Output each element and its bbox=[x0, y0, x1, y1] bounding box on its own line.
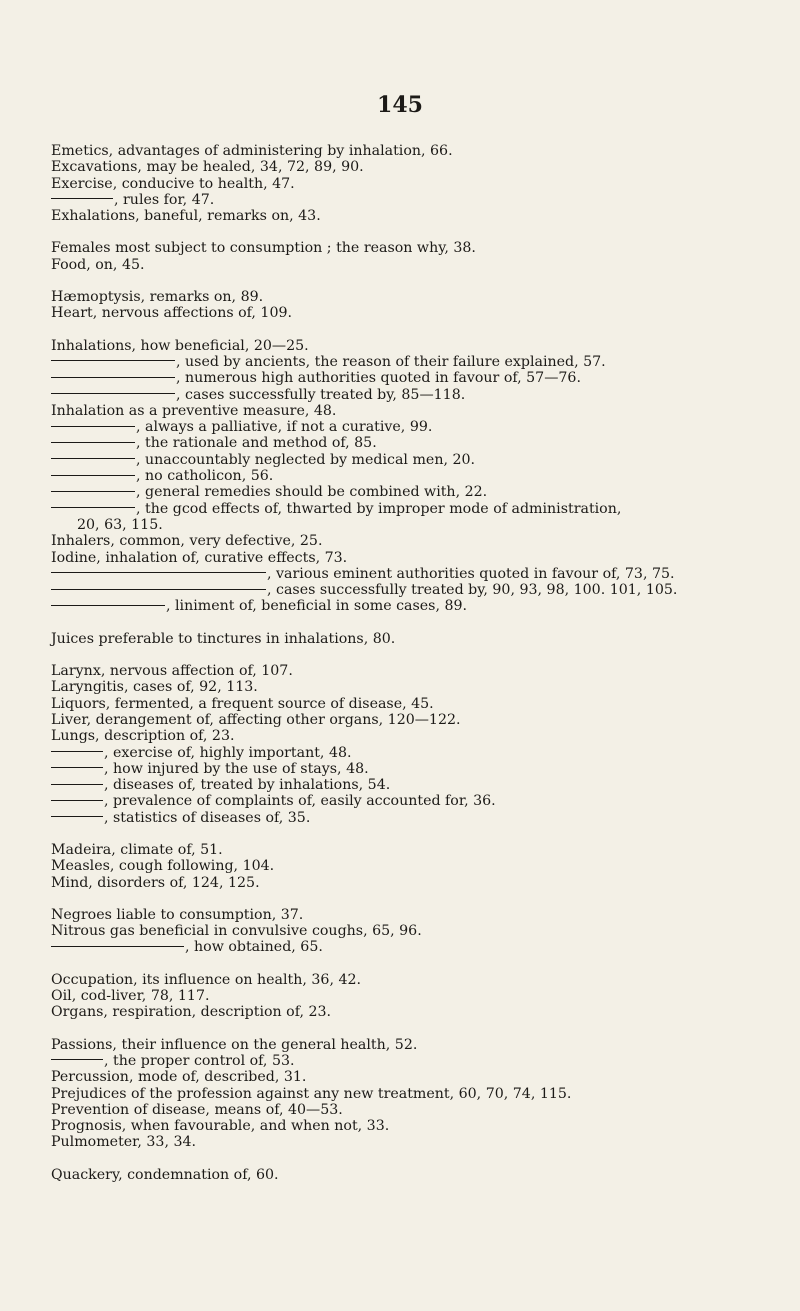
index-subentry bbox=[51, 566, 781, 582]
entry-text: Laryngitis, cases of, 92, 113. bbox=[51, 679, 258, 696]
entry-text: Inhalations, how beneficial, 20—25. bbox=[51, 337, 309, 354]
index-entry bbox=[51, 907, 781, 923]
index-subentry bbox=[51, 370, 781, 386]
index-entry bbox=[51, 1004, 781, 1020]
ditto-rule bbox=[51, 377, 175, 378]
index-entry bbox=[51, 208, 781, 224]
entry-text: , liniment of, beneficial in some cases, 89. bbox=[166, 598, 468, 615]
ditto-rule bbox=[51, 800, 103, 801]
entry-text: Inhalation as a preventive measure, 48. bbox=[51, 402, 337, 419]
index-entry bbox=[51, 1069, 781, 1085]
entry-text: , exercise of, highly important, 48. bbox=[104, 744, 352, 761]
index-list bbox=[51, 143, 781, 1199]
entry-text: Organs, respiration, description of, 23. bbox=[51, 1004, 332, 1021]
entry-text: , used by ancients, the reason of their failure explained, 57. bbox=[176, 353, 606, 370]
index-subentry bbox=[51, 810, 781, 826]
entry-text: , the proper control of, 53. bbox=[104, 1052, 295, 1069]
index-entry bbox=[51, 143, 781, 159]
index-entry bbox=[51, 842, 781, 858]
index-entry bbox=[51, 1118, 781, 1134]
entry-text: , general remedies should be combined with, 22. bbox=[136, 484, 488, 501]
ditto-rule bbox=[51, 426, 135, 427]
entry-text: Heart, nervous affections of, 109. bbox=[51, 305, 293, 322]
entry-text: , diseases of, treated by inhalations, 54. bbox=[104, 777, 391, 794]
ditto-rule bbox=[51, 572, 266, 573]
entry-text: Liver, derangement of, affecting other organs, 120—122. bbox=[51, 711, 461, 728]
index-entry bbox=[51, 305, 781, 321]
index-entry bbox=[51, 1037, 781, 1053]
entry-text: Lungs, description of, 23. bbox=[51, 728, 235, 745]
ditto-rule bbox=[51, 458, 135, 459]
entry-text: , statistics of diseases of, 35. bbox=[104, 809, 311, 826]
index-entry bbox=[51, 403, 781, 419]
index-subentry bbox=[51, 501, 781, 517]
index-subentry bbox=[51, 387, 781, 403]
index-entry bbox=[51, 159, 781, 175]
entry-text: Juices preferable to tinctures in inhalations, 80. bbox=[51, 630, 396, 647]
index-subentry bbox=[51, 452, 781, 468]
ditto-rule bbox=[51, 816, 103, 817]
index-subentry bbox=[51, 484, 781, 500]
ditto-rule bbox=[51, 360, 175, 361]
entry-text: Food, on, 45. bbox=[51, 256, 145, 273]
index-entry bbox=[51, 257, 781, 273]
index-entry bbox=[51, 679, 781, 695]
entry-text: , unaccountably neglected by medical men, 20. bbox=[136, 451, 476, 468]
index-entry bbox=[51, 550, 781, 566]
entry-text: Hæmoptysis, remarks on, 89. bbox=[51, 289, 264, 306]
index-subentry bbox=[51, 598, 781, 614]
index-entry bbox=[51, 663, 781, 679]
entry-text: Excavations, may be healed, 34, 72, 89, 90. bbox=[51, 159, 364, 176]
index-entry bbox=[51, 923, 781, 939]
index-subentry bbox=[51, 192, 781, 208]
entry-text: Madeira, climate of, 51. bbox=[51, 841, 223, 858]
ditto-rule bbox=[51, 767, 103, 768]
entry-text: Prognosis, when favourable, and when not, 33. bbox=[51, 1118, 390, 1135]
index-subentry bbox=[51, 939, 781, 955]
entry-text: Prejudices of the profession against any new treatment, 60, 70, 74, 115. bbox=[51, 1085, 572, 1102]
ditto-rule bbox=[51, 198, 113, 199]
entry-text: Occupation, its influence on health, 36, 42. bbox=[51, 971, 362, 988]
entry-text: , how injured by the use of stays, 48. bbox=[104, 760, 369, 777]
index-group bbox=[51, 842, 781, 891]
index-subentry bbox=[51, 745, 781, 761]
entry-text: Negroes liable to consumption, 37. bbox=[51, 906, 304, 923]
index-entry bbox=[51, 631, 781, 647]
index-subentry bbox=[51, 1053, 781, 1069]
index-group bbox=[51, 631, 781, 647]
ditto-rule bbox=[51, 491, 135, 492]
entry-text: Larynx, nervous affection of, 107. bbox=[51, 663, 293, 680]
index-subentry bbox=[51, 582, 781, 598]
index-subentry bbox=[51, 793, 781, 809]
index-entry bbox=[51, 1086, 781, 1102]
entry-text: Quackery, condemnation of, 60. bbox=[51, 1166, 279, 1183]
index-entry bbox=[51, 533, 781, 549]
entry-text: Liquors, fermented, a frequent source of disease, 45. bbox=[51, 695, 434, 712]
entry-text: , always a palliative, if not a curative, 99. bbox=[136, 419, 433, 436]
index-entry bbox=[51, 696, 781, 712]
index-subentry bbox=[51, 354, 781, 370]
index-entry bbox=[51, 289, 781, 305]
index-group bbox=[51, 972, 781, 1021]
ditto-rule bbox=[51, 751, 103, 752]
ditto-rule bbox=[51, 589, 266, 590]
entry-text: , various eminent authorities quoted in favour of, 73, 75. bbox=[267, 565, 675, 582]
index-entry bbox=[51, 1102, 781, 1118]
page-number: 145 bbox=[377, 92, 423, 118]
entry-text: Nitrous gas beneficial in convulsive coughs, 65, 96. bbox=[51, 923, 422, 940]
entry-text: Iodine, inhalation of, curative effects, 73. bbox=[51, 549, 348, 566]
ditto-rule bbox=[51, 393, 175, 394]
entry-text: , the rationale and method of, 85. bbox=[136, 435, 377, 452]
index-subentry bbox=[51, 419, 781, 435]
index-entry bbox=[51, 712, 781, 728]
entry-text: Passions, their influence on the general health, 52. bbox=[51, 1036, 418, 1053]
index-group bbox=[51, 907, 781, 956]
index-subentry bbox=[51, 777, 781, 793]
ditto-rule bbox=[51, 442, 135, 443]
ditto-rule bbox=[51, 605, 165, 606]
index-entry bbox=[51, 240, 781, 256]
index-subentry bbox=[51, 435, 781, 451]
entry-text: , how obtained, 65. bbox=[185, 939, 323, 956]
ditto-rule bbox=[51, 946, 184, 947]
index-group bbox=[51, 143, 781, 224]
index-entry bbox=[51, 972, 781, 988]
entry-text: Inhalers, common, very defective, 25. bbox=[51, 533, 323, 550]
entry-text: Percussion, mode of, described, 31. bbox=[51, 1069, 307, 1086]
ditto-rule bbox=[51, 475, 135, 476]
index-subentry bbox=[51, 761, 781, 777]
entry-text: , the gcod effects of, thwarted by improper mode of administration, bbox=[136, 500, 622, 517]
entry-text: , rules for, 47. bbox=[114, 191, 215, 208]
index-group bbox=[51, 663, 781, 826]
index-group bbox=[51, 240, 781, 273]
ditto-rule bbox=[51, 1059, 103, 1060]
index-entry bbox=[51, 728, 781, 744]
index-subentry bbox=[51, 468, 781, 484]
entry-text: Oil, cod-liver, 78, 117. bbox=[51, 988, 210, 1005]
entry-text: Mind, disorders of, 124, 125. bbox=[51, 874, 260, 891]
index-group bbox=[51, 338, 781, 615]
index-group bbox=[51, 1037, 781, 1151]
index-entry bbox=[51, 338, 781, 354]
entry-text: , cases successfully treated by, 90, 93, 98, 100. 101, 105. bbox=[267, 582, 678, 599]
entry-text: Prevention of disease, means of, 40—53. bbox=[51, 1101, 343, 1118]
ditto-rule bbox=[51, 507, 135, 508]
index-entry bbox=[51, 1167, 781, 1183]
entry-text: , prevalence of complaints of, easily accounted for, 36. bbox=[104, 793, 496, 810]
index-entry bbox=[51, 176, 781, 192]
index-entry bbox=[51, 1134, 781, 1150]
index-group bbox=[51, 289, 781, 322]
entry-text: , cases successfully treated by, 85—118. bbox=[176, 386, 466, 403]
index-entry bbox=[51, 875, 781, 891]
entry-text: Emetics, advantages of administering by inhalation, 66. bbox=[51, 143, 453, 159]
index-group bbox=[51, 1167, 781, 1183]
entry-text: Pulmometer, 33, 34. bbox=[51, 1134, 197, 1151]
entry-text: , no catholicon, 56. bbox=[136, 468, 274, 485]
entry-text: Exhalations, baneful, remarks on, 43. bbox=[51, 208, 321, 225]
ditto-rule bbox=[51, 784, 103, 785]
index-continuation bbox=[51, 517, 781, 533]
index-entry bbox=[51, 858, 781, 874]
index-entry bbox=[51, 988, 781, 1004]
entry-text: Exercise, conducive to health, 47. bbox=[51, 175, 295, 192]
entry-text: 20, 63, 115. bbox=[77, 516, 163, 533]
entry-text: Measles, cough following, 104. bbox=[51, 858, 275, 875]
entry-text: Females most subject to consumption ; the reason why, 38. bbox=[51, 240, 476, 257]
entry-text: , numerous high authorities quoted in favour of, 57—76. bbox=[176, 370, 581, 387]
